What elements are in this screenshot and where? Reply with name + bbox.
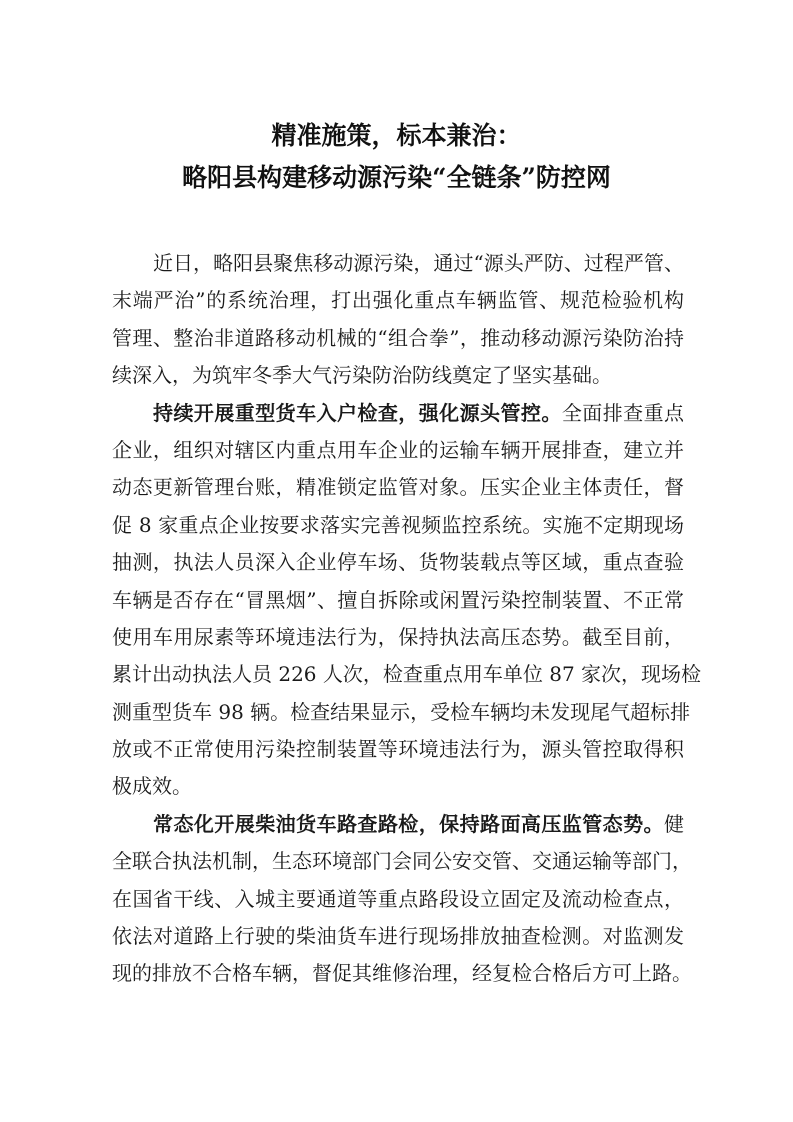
text-line: 在国省干线、入城主要通道等重点路段设立固定及流动检查点，: [112, 886, 684, 911]
text-line: 测重型货车 98 辆。检查结果显示，受检车辆均未发现尾气超标排: [112, 699, 691, 724]
text-span: 全面排查重点: [561, 400, 685, 425]
text-line: 极成效。: [112, 774, 192, 799]
text-line: 现的排放不合格车辆，督促其维修治理，经复检合格后方可上路。: [112, 961, 692, 986]
title-line-2: 略阳县构建移动源污染“全链条”防控网: [182, 163, 611, 192]
text-line: [112, 395, 684, 432]
text-line: 动态更新管理台账，精准锁定监管对象。压实企业主体责任，督: [112, 475, 684, 500]
text-line: [112, 806, 684, 843]
paragraph-lead: 持续开展重型货车入户检查，强化源头管控。: [153, 400, 562, 425]
text-line: 使用车用尿素等环境违法行为，保持执法高压态势。截至目前，: [112, 624, 684, 649]
paragraph-intro: [112, 245, 684, 395]
paragraph-lead: 常态化开展柴油货车路查路检，保持路面高压监管态势。: [153, 811, 664, 836]
text-line: 全联合执法机制，生态环境部门会同公安交管、交通运输等部门，: [112, 849, 692, 874]
text-line: 车辆是否存在“冒黑烟”、擅自拆除或闲置污染控制装置、不正常: [112, 587, 684, 612]
text-line: 管理、整治非道路移动机械的“组合拳”，推动移动源污染防治持: [112, 325, 684, 350]
text-line: 累计出动执法人员 226 人次，检查重点用车单位 87 家次，现场检: [112, 662, 702, 687]
text-line: 抽测，执法人员深入企业停车场、货物装载点等区域，重点查验: [112, 550, 684, 575]
text-line: 促 8 家重点企业按要求落实完善视频监控系统。实施不定期现场: [112, 512, 684, 537]
title-line-1: 精准施策，标本兼治：: [271, 121, 522, 150]
text-line: 依法对道路上行驶的柴油货车进行现场排放抽查检测。对监测发: [112, 924, 684, 949]
article-body: [112, 245, 702, 993]
text-line: 续深入，为筑牢冬季大气污染防治防线奠定了坚实基础。: [112, 363, 612, 388]
text-span: 健: [664, 811, 684, 836]
text-line: 企业，组织对辖区内重点用车企业的运输车辆开展排查，建立并: [112, 437, 684, 462]
text-line: 近日，略阳县聚焦移动源污染，通过“源头严防、过程严管、: [153, 251, 684, 275]
text-line: 放或不正常使用污染控制装置等环境违法行为，源头管控取得积: [112, 737, 684, 762]
paragraph-truck-inspection: [112, 395, 702, 806]
paragraph-road-inspection: [112, 806, 692, 993]
text-line: 末端严治”的系统治理，打出强化重点车辆监管、规范检验机构: [112, 288, 684, 313]
